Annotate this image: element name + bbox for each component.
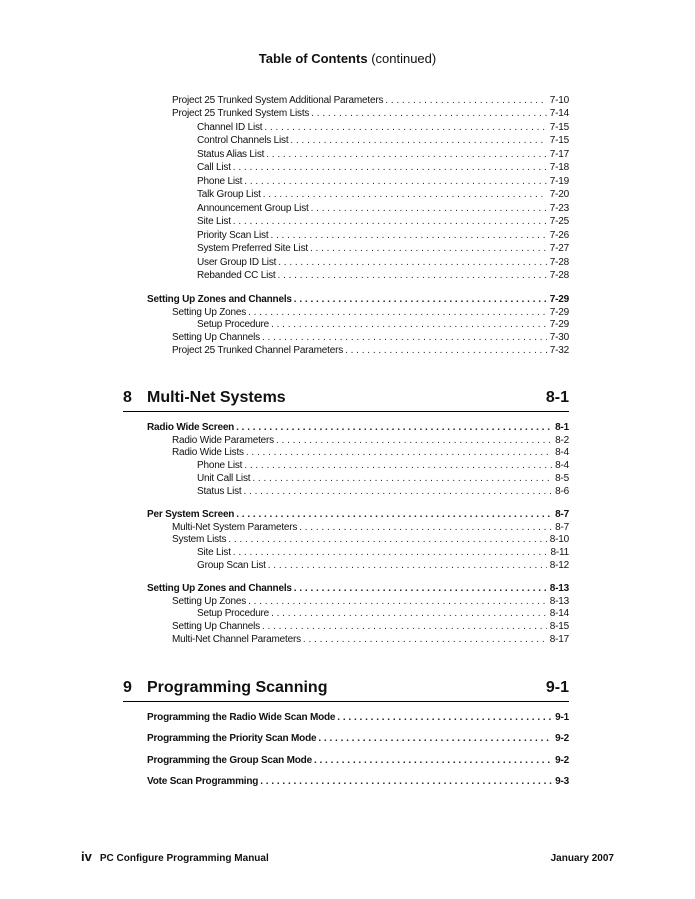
footer-date: January 2007 <box>550 853 614 864</box>
toc-entry[interactable] <box>147 754 569 767</box>
toc-leader-dots <box>266 148 547 161</box>
toc-leader-dots <box>264 121 546 134</box>
toc-entry-title: Project 25 Trunked Channel Parameters <box>172 345 344 356</box>
toc-leader-dots <box>314 754 552 767</box>
toc-entry[interactable] <box>197 175 569 188</box>
toc-leader-dots <box>233 546 548 559</box>
toc-entry[interactable] <box>197 607 569 620</box>
toc-entry-title: Radio Wide Lists <box>172 447 244 458</box>
toc-leader-dots <box>311 202 547 215</box>
toc-entry[interactable] <box>147 732 569 745</box>
toc-entry-page: 7-27 <box>549 243 569 254</box>
toc-entry-title: Programming the Group Scan Mode <box>147 755 312 766</box>
toc-entry-title: Priority Scan List <box>197 230 269 241</box>
toc-leader-dots <box>262 331 547 344</box>
toc-entry-page: 7-19 <box>549 176 569 187</box>
toc-leader-dots <box>260 775 552 788</box>
toc-entry-page: 7-28 <box>549 257 569 268</box>
footer-page-number: iv <box>81 849 92 864</box>
toc-entry[interactable] <box>197 256 569 269</box>
page-footer <box>81 849 614 864</box>
toc-leader-dots <box>236 508 552 521</box>
toc-entry-page: 8-14 <box>549 608 569 619</box>
toc-entry[interactable] <box>197 188 569 201</box>
toc-entry-title: Talk Group List <box>197 189 261 200</box>
toc-entry-title: Setting Up Channels <box>172 621 260 632</box>
toc-leader-dots <box>271 318 547 331</box>
toc-entry-page: 8-13 <box>549 583 569 594</box>
toc-entry[interactable] <box>172 446 569 459</box>
toc-entry-page: 7-10 <box>549 95 569 106</box>
toc-entry-title: Rebanded CC List <box>197 270 276 281</box>
toc-entry-title: Project 25 Trunked System Lists <box>172 108 310 119</box>
toc-leader-dots <box>233 215 547 228</box>
toc-leader-dots <box>303 633 547 646</box>
toc-entry-title: Status List <box>197 486 242 497</box>
toc-entry[interactable] <box>147 711 569 724</box>
toc-entry-title: Site List <box>197 216 231 227</box>
toc-entry-title: Site List <box>197 547 231 558</box>
toc-entry-page: 7-28 <box>549 270 569 281</box>
chapter-8-heading[interactable] <box>123 389 569 412</box>
toc-entry-page: 8-17 <box>549 634 569 645</box>
toc-entry-title: Per System Screen <box>147 509 235 520</box>
chapter-number: 8 <box>123 389 132 406</box>
toc-entry[interactable] <box>197 148 569 161</box>
toc-entry-page: 7-29 <box>549 319 569 330</box>
chapter-title: Programming Scanning <box>147 679 328 696</box>
toc-entry[interactable] <box>197 459 569 472</box>
toc-entry-page: 8-6 <box>555 486 569 497</box>
toc-entry-page: 7-32 <box>549 345 569 356</box>
toc-leader-dots <box>263 188 547 201</box>
toc-entry-title: Setup Procedure <box>197 319 270 330</box>
toc-entry[interactable] <box>172 94 569 107</box>
toc-leader-dots <box>337 711 552 724</box>
toc-entry-page: 7-15 <box>549 122 569 133</box>
toc-entry-title: System Lists <box>172 534 227 545</box>
toc-entry[interactable] <box>147 293 569 306</box>
toc-leader-dots <box>271 607 547 620</box>
toc-leader-dots <box>270 229 546 242</box>
toc-entry[interactable] <box>172 107 569 120</box>
toc-leader-dots <box>228 533 547 546</box>
toc-leader-dots <box>385 94 547 107</box>
toc-entry-page: 9-3 <box>555 776 569 787</box>
toc-entry-page: 7-29 <box>549 294 569 305</box>
toc-leader-dots <box>233 161 547 174</box>
toc-entry-page: 7-18 <box>549 162 569 173</box>
toc-entry-title: Programming the Priority Scan Mode <box>147 733 317 744</box>
toc-entry[interactable] <box>197 134 569 147</box>
toc-entry[interactable] <box>197 202 569 215</box>
page-title-suffix: (continued) <box>371 51 437 66</box>
chapter-number: 9 <box>123 679 132 696</box>
toc-entry-title: Announcement Group List <box>197 203 309 214</box>
page-title <box>0 51 695 66</box>
toc-entry[interactable] <box>197 472 569 485</box>
toc-entry-page: 9-1 <box>555 712 569 723</box>
chapter-page: 8-1 <box>545 389 569 406</box>
toc-leader-dots <box>268 559 547 572</box>
toc-entry[interactable] <box>147 508 569 521</box>
toc-entry[interactable] <box>197 242 569 255</box>
toc-entry-page: 8-1 <box>555 422 569 433</box>
toc-entry[interactable] <box>147 582 569 595</box>
toc-entry-page: 8-4 <box>555 460 569 471</box>
toc-entry[interactable] <box>197 229 569 242</box>
toc-entry-title: Phone List <box>197 176 243 187</box>
toc-entry[interactable] <box>197 161 569 174</box>
toc-entry-title: Multi-Net Channel Parameters <box>172 634 301 645</box>
toc-leader-dots <box>310 242 547 255</box>
toc-entry[interactable] <box>197 546 569 559</box>
toc-entry-page: 7-25 <box>549 216 569 227</box>
toc-entry-page: 8-5 <box>555 473 569 484</box>
toc-entry-title: Setting Up Zones and Channels <box>147 294 292 305</box>
toc-entry[interactable] <box>172 633 569 646</box>
toc-leader-dots <box>294 582 547 595</box>
toc-entry-page: 9-2 <box>555 733 569 744</box>
toc-leader-dots <box>246 446 552 459</box>
toc-entry[interactable] <box>197 485 569 498</box>
toc-entry-page: 7-14 <box>549 108 569 119</box>
footer-manual-title: PC Configure Programming Manual <box>99 853 269 864</box>
toc-entry-page: 7-29 <box>549 307 569 318</box>
toc-entry-page: 7-15 <box>549 135 569 146</box>
toc-entry[interactable] <box>197 318 569 331</box>
toc-entry-title: Status Alias List <box>197 149 265 160</box>
toc-leader-dots <box>290 134 546 147</box>
toc-entry-title: User Group ID List <box>197 257 277 268</box>
toc-entry-title: Project 25 Trunked System Additional Parameters <box>172 95 384 106</box>
toc-leader-dots <box>244 485 553 498</box>
toc-entry-page: 8-2 <box>555 435 569 446</box>
toc-entry-page: 7-30 <box>549 332 569 343</box>
toc-leader-dots <box>236 421 552 434</box>
toc-entry-page: 8-15 <box>549 621 569 632</box>
toc-leader-dots <box>278 269 547 282</box>
toc-entry[interactable] <box>147 775 569 788</box>
chapter-page: 9-1 <box>545 679 569 696</box>
toc-entry-title: Setting Up Zones <box>172 307 247 318</box>
toc-entry-page: 8-7 <box>555 522 569 533</box>
toc-entry-page: 9-2 <box>555 755 569 766</box>
toc-entry-title: Setting Up Channels <box>172 332 260 343</box>
toc-entry[interactable] <box>172 533 569 546</box>
toc-entry-title: Radio Wide Parameters <box>172 435 274 446</box>
toc-entry[interactable] <box>172 344 569 357</box>
toc-leader-dots <box>311 107 547 120</box>
toc-entry-title: System Preferred Site List <box>197 243 308 254</box>
toc-entry-page: 7-17 <box>549 149 569 160</box>
toc-entry[interactable] <box>147 421 569 434</box>
toc-entry-page: 8-4 <box>555 447 569 458</box>
toc-leader-dots <box>244 175 547 188</box>
toc-entry-page: 7-26 <box>549 230 569 241</box>
toc-entry-title: Radio Wide Screen <box>147 422 235 433</box>
toc-entry[interactable] <box>197 121 569 134</box>
toc-entry-title: Setup Procedure <box>197 608 270 619</box>
toc-entry-title: Setting Up Zones and Channels <box>147 583 292 594</box>
toc-entry-title: Unit Call List <box>197 473 251 484</box>
toc-entry[interactable] <box>197 269 569 282</box>
toc-entry-page: 8-12 <box>549 560 569 571</box>
toc-entry-page: 8-11 <box>550 547 569 558</box>
toc-entry[interactable] <box>197 215 569 228</box>
toc-entry-page: 8-7 <box>555 509 569 520</box>
toc-entry-title: Group Scan List <box>197 560 266 571</box>
toc-entry-title: Multi-Net System Parameters <box>172 522 298 533</box>
toc-entry-page: 7-20 <box>549 189 569 200</box>
chapter-9-heading[interactable] <box>123 679 569 702</box>
toc-entry-title: Control Channels List <box>197 135 289 146</box>
toc-leader-dots <box>345 344 547 357</box>
toc-entry-title: Call List <box>197 162 231 173</box>
page-title-main: Table of Contents <box>258 51 368 66</box>
toc-leader-dots <box>318 732 552 745</box>
toc-entry[interactable] <box>197 559 569 572</box>
chapter-title: Multi-Net Systems <box>147 389 286 406</box>
toc-leader-dots <box>294 293 547 306</box>
toc-entry-page: 7-23 <box>549 203 569 214</box>
toc-entry[interactable] <box>172 620 569 633</box>
toc-entry-title: Vote Scan Programming <box>147 776 259 787</box>
toc-entry-page: 8-13 <box>549 596 569 607</box>
toc-leader-dots <box>262 620 547 633</box>
toc-entry[interactable] <box>172 331 569 344</box>
toc-entry-title: Phone List <box>197 460 243 471</box>
toc-entry-title: Setting Up Zones <box>172 596 247 607</box>
toc-entry-title: Programming the Radio Wide Scan Mode <box>147 712 336 723</box>
toc-entry-page: 8-10 <box>549 534 569 545</box>
toc-leader-dots <box>244 459 552 472</box>
toc-entry-title: Channel ID List <box>197 122 263 133</box>
toc-leader-dots <box>278 256 547 269</box>
toc-leader-dots <box>252 472 552 485</box>
